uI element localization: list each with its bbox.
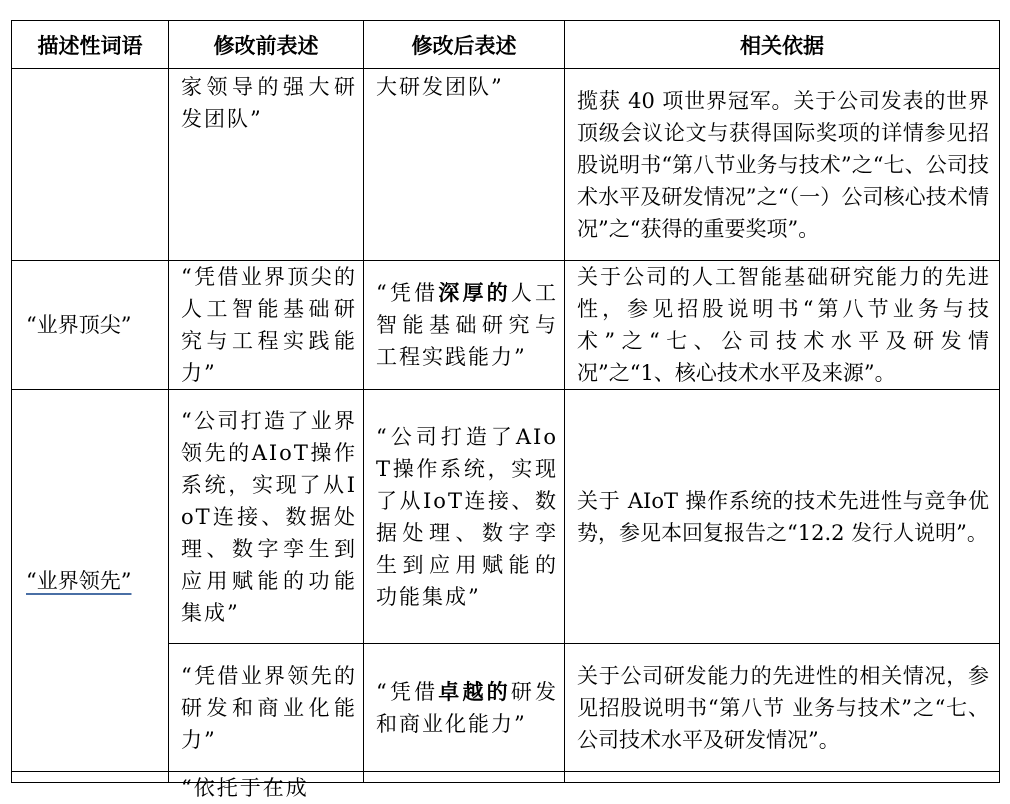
- basis-cell: 关于 AIoT 操作系统的技术先进性与竞争优势，参见本回复报告之“12.2 发行人说明”。: [565, 390, 1000, 644]
- after-cell: [364, 644, 565, 772]
- before-cell: “凭借业界顶尖的人工智能基础研究与工程实践能力”: [169, 261, 364, 390]
- term-cell: [12, 772, 169, 783]
- basis-cell: 关于公司的人工智能基础研究能力的先进性，参见招股说明书“第八节业务与技术”之“七、公司技术水平及研发情况”之“1、核心技术水平及来源”。: [565, 261, 1000, 390]
- header-after: 修改后表述: [364, 21, 565, 69]
- table-header-row: [12, 21, 1000, 69]
- disclosure-revision-table: [11, 20, 1000, 800]
- term-cell: “业界顶尖”: [12, 261, 169, 390]
- table-row: [12, 390, 1000, 644]
- basis-cell: 关于公司研发能力的先进性的相关情况，参见招股说明书“第八节 业务与技术”之“七、公司技术水平及研发情况”。: [565, 644, 1000, 772]
- header-basis: 相关依据: [565, 21, 1000, 69]
- after-cell: [364, 772, 565, 783]
- after-prefix: “凭借: [376, 281, 439, 305]
- basis-cell: [565, 772, 1000, 783]
- basis-cell: 揽获 40 项世界冠军。关于公司发表的世界顶级会议论文与获得国际奖项的详情参见招股说明书“第八节业务与技术”之“七、公司技术水平及研发情况”之“（一）公司核心技术情况”之“获得的重要奖项”。: [565, 69, 1000, 261]
- after-suffix: 研发和商业化能力”: [376, 679, 559, 736]
- term-cell: [12, 390, 169, 772]
- before-cell: “凭借业界领先的研发和商业化能力”: [169, 644, 364, 772]
- after-cell: 大研发团队”: [364, 69, 565, 261]
- after-highlight: 深厚的: [438, 281, 511, 305]
- before-text: “依托于在成: [181, 776, 309, 800]
- before-cell: “公司打造了业界领先的AIoT操作系统，实现了从IoT连接、数据处理、数字孪生到应用赋能的功能集成”: [169, 390, 364, 644]
- term-cell: [12, 69, 169, 261]
- after-highlight: 卓越的: [438, 679, 511, 704]
- table-row: [12, 69, 1000, 261]
- table-row-cut: [12, 772, 1000, 783]
- term-text: “业界领先”: [26, 568, 132, 593]
- table-row: [12, 261, 1000, 390]
- before-cell: [169, 772, 364, 800]
- after-prefix: “凭借: [376, 679, 439, 704]
- header-before: 修改前表述: [169, 21, 364, 69]
- header-term: 描述性词语: [12, 21, 169, 69]
- after-suffix: 人工智能基础研究与工程实践能力”: [376, 281, 559, 369]
- before-cell: 家领导的强大研发团队”: [169, 69, 364, 261]
- after-cell: [364, 261, 565, 390]
- after-cell: “公司打造了AIoT操作系统，实现了从IoT连接、数据处理、数字孪生到应用赋能的功能集成”: [364, 390, 565, 644]
